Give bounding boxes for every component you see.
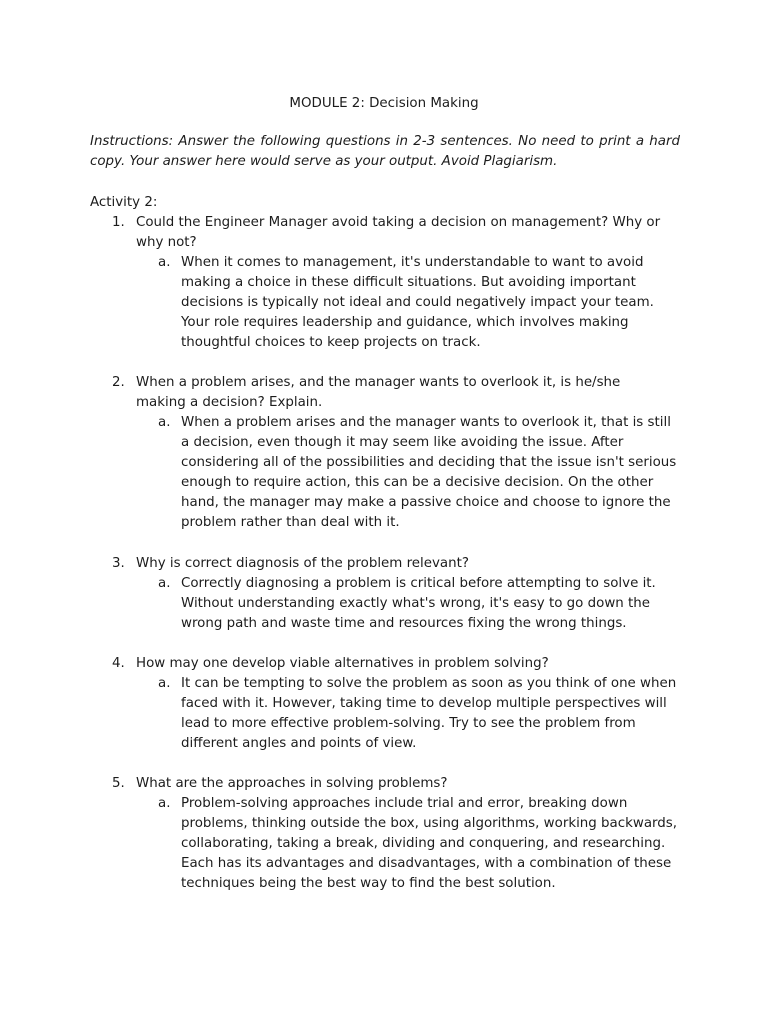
question-1 [112,213,672,253]
answer-4 [158,674,678,754]
question-text: Why is correct diagnosis of the problem relevant? [136,556,469,571]
answer-1 [158,253,678,353]
question-number: 3. [112,556,125,571]
answer-5 [158,794,678,894]
question-number: 5. [112,776,125,791]
answer-letter: a. [158,415,171,430]
answer-text: When it comes to management, it's understandable to want to avoid making a choice in these difficult situations. But avoiding important decisions is typically not ideal and could negatively impact your team. Your role requires leadership and guidance, which involves making thoughtful choices to keep projects on track. [181,255,654,350]
question-number: 1. [112,215,125,230]
question-number: 2. [112,375,125,390]
answer-letter: a. [158,676,171,691]
question-text: When a problem arises, and the manager wants to overlook it, is he/she making a decision? Explain. [136,375,621,410]
activity-label: Activity 2: [90,195,158,210]
answer-text: Correctly diagnosing a problem is critical before attempting to solve it. Without understanding exactly what's wrong, it's easy to go down the wrong path and waste time and resources fixing the wrong things. [181,576,656,631]
question-text: Could the Engineer Manager avoid taking a decision on management? Why or why not? [136,215,661,250]
question-number: 4. [112,656,125,671]
answer-text: When a problem arises and the manager wants to overlook it, that is still a decision, even though it may seem like avoiding the issue. After considering all of the possibilities and deciding that the issue isn't serious enough to require action, this can be a decisive decision. On the other hand, the manager may make a passive choice and choose to ignore the problem rather than deal with it. [181,415,677,530]
instructions-text: Instructions: Answer the following questions in 2-3 sentences. No need to print a hard copy. Your answer here would serve as your output. Avoid Plagiarism. [90,134,680,169]
question-3 [112,554,672,574]
answer-letter: a. [158,255,171,270]
question-text: How may one develop viable alternatives in problem solving? [136,656,549,671]
question-2 [112,373,672,413]
question-5 [112,774,672,794]
answer-letter: a. [158,796,171,811]
answer-text: It can be tempting to solve the problem as soon as you think of one when faced with it. However, taking time to develop multiple perspectives will lead to more effective problem-solving. Try to see the problem from different angles and points of view. [181,676,677,751]
answer-letter: a. [158,576,171,591]
document-title: MODULE 2: Decision Making [289,96,479,111]
answer-2 [158,413,678,533]
question-4 [112,654,672,674]
answer-3 [158,574,678,634]
question-text: What are the approaches in solving problems? [136,776,448,791]
answer-text: Problem-solving approaches include trial and error, breaking down problems, thinking outside the box, using algorithms, working backwards, collaborating, taking a break, dividing and conquering, and researching. Each has its advantages and disadvantages, with a combination of these techniques being the best way to find the best solution. [181,796,678,891]
